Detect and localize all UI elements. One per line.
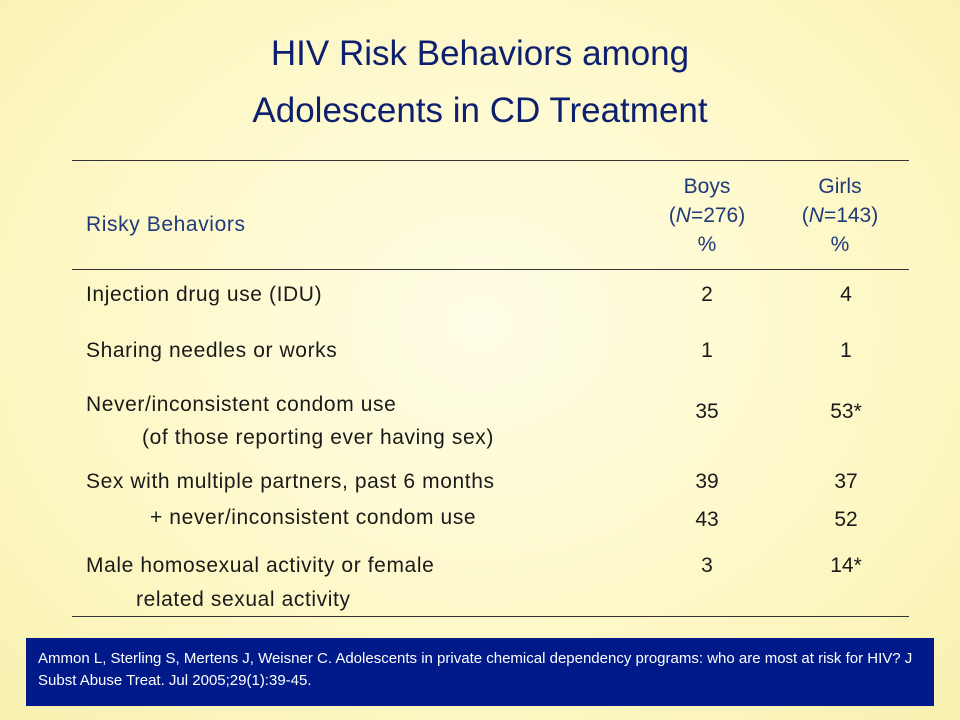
row-3-boys: 35 bbox=[695, 400, 719, 423]
row-5-girls: 14* bbox=[830, 554, 862, 577]
row-1-behavior: Injection drug use (IDU) bbox=[86, 283, 323, 306]
header-girls bbox=[780, 172, 900, 259]
page-title-line-1: HIV Risk Behaviors among bbox=[270, 34, 690, 73]
row-4-boys: 39 bbox=[695, 470, 719, 493]
row-4-girls: 37 bbox=[834, 470, 858, 493]
table-header-rule bbox=[72, 269, 909, 270]
row-1-boys: 2 bbox=[701, 283, 713, 306]
row-2-behavior: Sharing needles or works bbox=[86, 339, 338, 362]
row-5-behavior-detail: related sexual activity bbox=[136, 588, 351, 611]
row-3-girls: 53* bbox=[830, 400, 862, 423]
header-girls-label: Girls bbox=[818, 175, 862, 198]
row-4-girls-combined: 52 bbox=[834, 508, 858, 531]
table-bottom-rule bbox=[72, 616, 909, 617]
row-5-behavior: Male homosexual activity or female bbox=[86, 554, 435, 577]
row-3-behavior: Never/inconsistent condom use bbox=[86, 393, 397, 416]
row-2-boys: 1 bbox=[701, 339, 713, 362]
row-4-boys-combined: 43 bbox=[695, 508, 719, 531]
header-girls-unit: % bbox=[830, 233, 850, 256]
row-5-boys: 3 bbox=[701, 554, 713, 577]
header-boys-label: Boys bbox=[683, 175, 731, 198]
row-1-girls: 4 bbox=[840, 283, 852, 306]
header-risky-behaviors: Risky Behaviors bbox=[86, 213, 246, 236]
row-2-girls: 1 bbox=[840, 339, 852, 362]
page-title-line-2: Adolescents in CD Treatment bbox=[252, 91, 708, 130]
row-3-behavior-detail: (of those reporting ever having sex) bbox=[142, 426, 494, 449]
header-boys-unit: % bbox=[697, 233, 717, 256]
header-boys-n: (N=276) bbox=[668, 204, 746, 227]
row-4-behavior-detail: + never/inconsistent condom use bbox=[150, 506, 477, 529]
header-boys bbox=[647, 172, 767, 259]
citation-box: Ammon L, Sterling S, Mertens J, Weisner C. Adolescents in private chemical dependency programs: who are most at risk for HIV? J Subst Abuse Treat. Jul 2005;29(1):39-45. bbox=[26, 638, 934, 706]
table-top-rule bbox=[72, 160, 909, 161]
row-4-behavior: Sex with multiple partners, past 6 months bbox=[86, 470, 495, 493]
header-girls-n: (N=143) bbox=[801, 204, 879, 227]
